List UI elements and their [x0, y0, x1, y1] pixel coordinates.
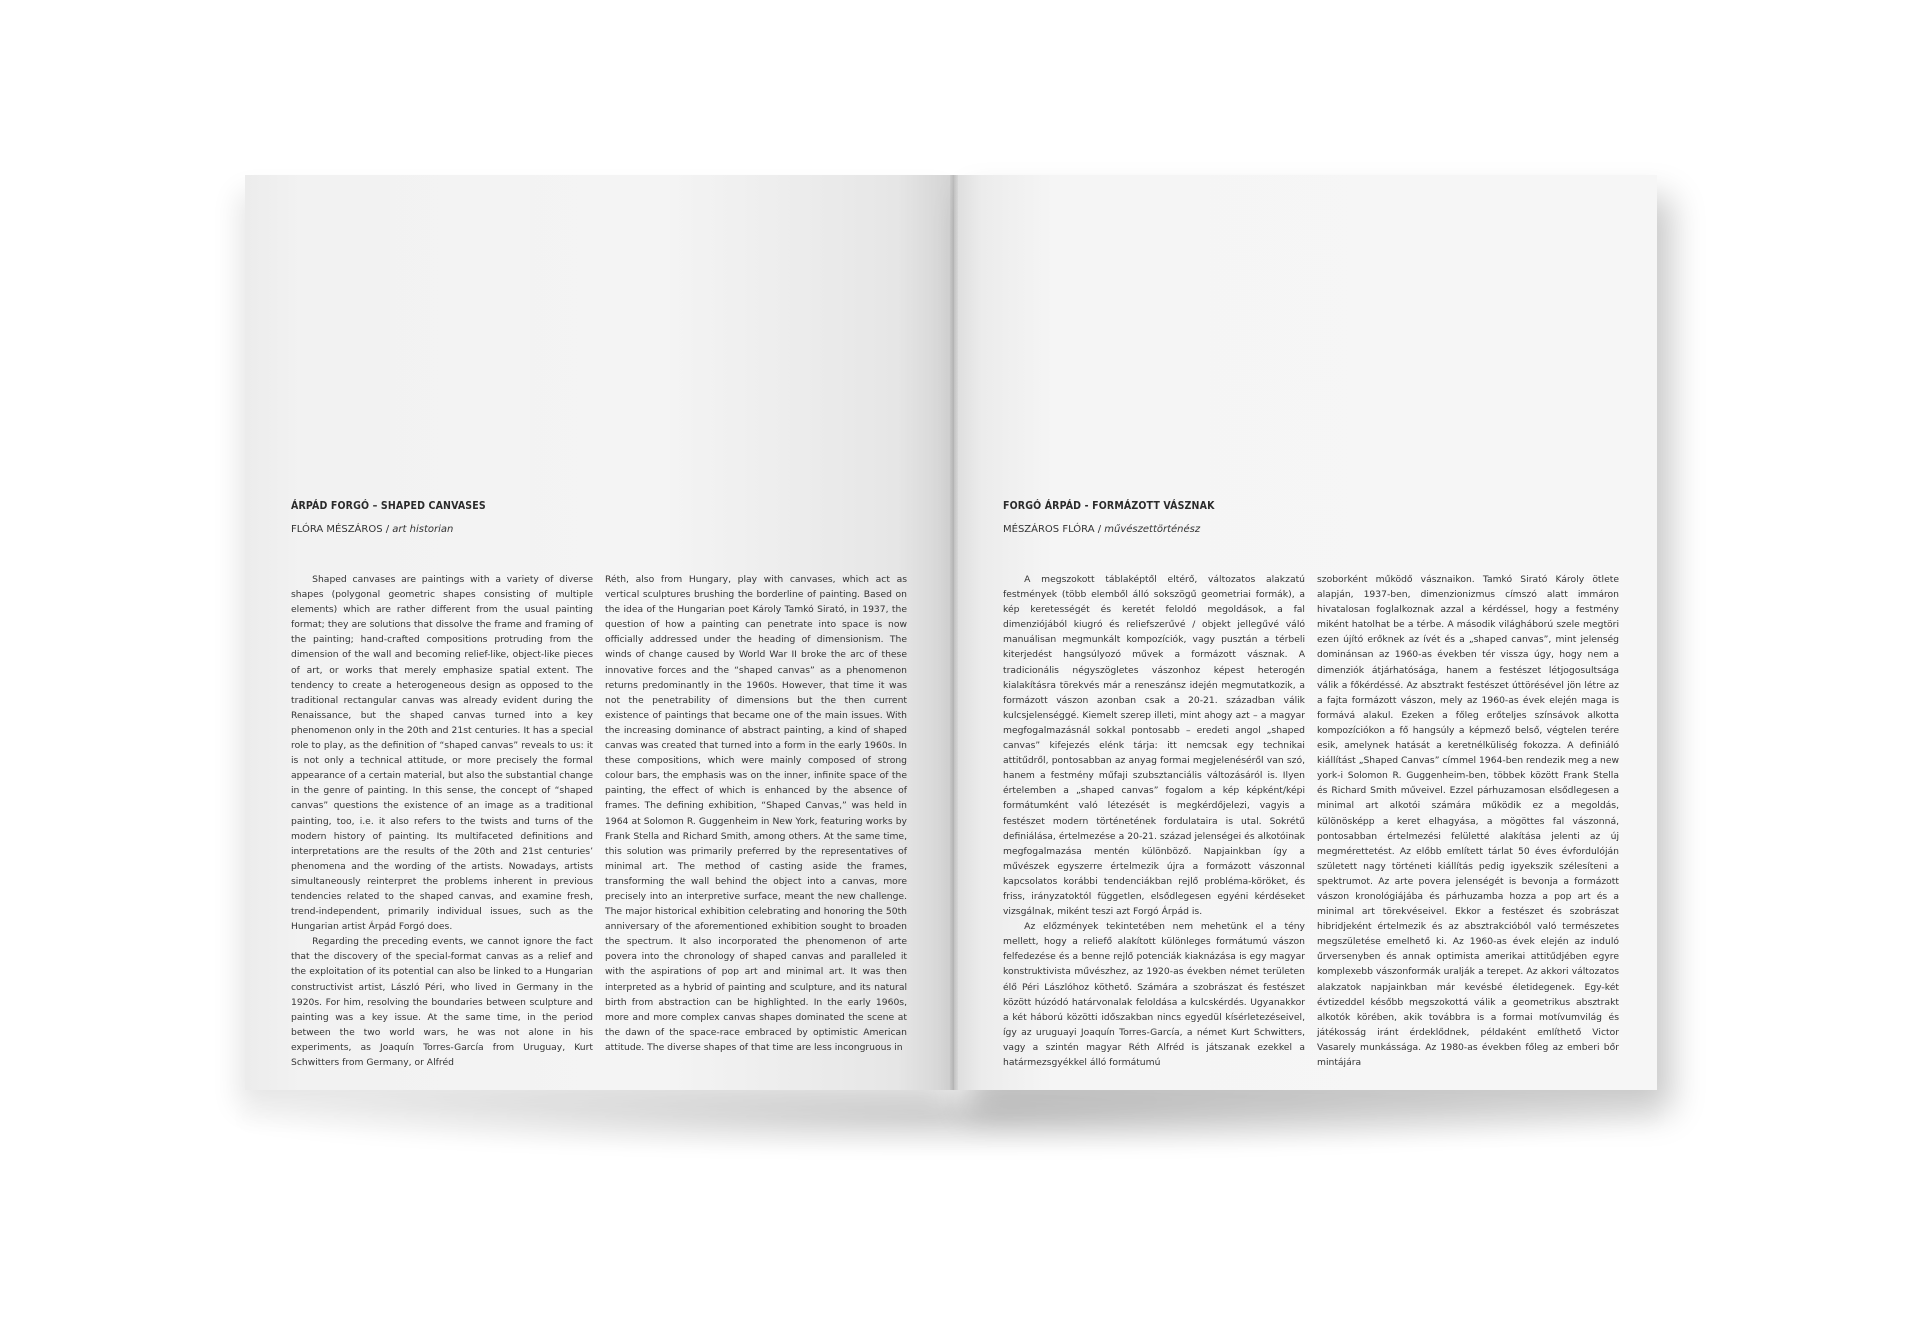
- right-col1-paragraph-2: Az előzmények tekintetében nem mehetünk el a tény mellett, hogy a reliefő alakított különleges formátumú vászon felfedezése és a benne rejlő potenciák kiaknázása is egy magyar konstruktivista művészhez, az 1920-as években német területen élő Péri Lászlóhoz köthető. Számára a szobrászat és festészet között húzódó határvonalak feloldása a kulcskérdés. Ugyanakkor a két háború közötti időszakban nincs egyedül kísérletezéseivel, így az uruguayi Joaquín Torres-García, a német Kurt Schwitters, vagy a szintén magyar Réth Alfréd is játszanak ezekkel a határmezsgyékkel álló formátumú: [1003, 921, 1305, 1068]
- right-page-column-2: [1317, 572, 1619, 1070]
- left-page-column-2: [605, 572, 907, 1055]
- right-page-column-1: [1003, 572, 1305, 1070]
- left-col2-paragraph-1: Réth, also from Hungary, play with canvases, which act as vertical sculptures brushing the borderline of painting. Based on the idea of the Hungarian poet Károly Tamkó Sirató, in 1937, the question of how a painting can penetrate into space is now officially addressed under the heading of dimensionism. The winds of change caused by World War II broke the arc of these innovative forces and the “shaped canvas” as a phenomenon returns predominantly in the 1960s. However, that time it was not the penetrability of dimensions but the then current existence of paintings that became one of the main issues. With the increasing dominance of abstract painting, a kind of shaped canvas was created that turned into a form in the early 1960s. In these compositions, which were mainly composed of strong colour bars, the emphasis was on the inner, infinite space of the painting, the effect of which is enhanced by the absence of frames. The defining exhibition, “Shaped Canvas,” was held in 1964 at Solomon R. Guggenheim in New York, featuring works by Frank Stella and Richard Smith, among others. At the same time, this solution was primarily preferred by the representatives of minimal art. The method of casting aside the frames, transforming the wall behind the object into a canvas, more precisely into an interpretive surface, meant the new challenge. The major historical exhibition celebrating and honoring the 50th anniversary of the aforementioned exhibition sought to broaden the spectrum. It also incorporated the phenomenon of arte povera into the chronology of shaped canvas and paralleled it with the aspirations of pop art and minimal art. It was then interpreted as a hybrid of painting and sculpture, and its natural birth from abstraction can be highlighted. In the early 1960s, more and more complex canvas shapes dominated the scene at the dawn of the space-race embraced by optimistic American attitude. The diverse shapes of that time are less incongruous in: [605, 574, 907, 1053]
- left-page-author: [291, 524, 453, 535]
- right-author-name: MÉSZÁROS FLÓRA /: [1003, 524, 1105, 535]
- left-author-name: FLÓRA MÉSZÁROS /: [291, 524, 393, 535]
- right-col1-paragraph-1: A megszokott táblaképtől eltérő, változatos alakzatú festmények (több elemből álló sokszögű geometriai formák), a kép keretességét és keretét feloldó megoldások, a fal dimenziójából kiugró és reliefszerűvé / objekt jellegűvé váló manuálisan megmunkált kompozíciók, vagy pusztán a térbeli kiterjedést hangsúlyozó művek a formázott vásznak. A tradicionális négyszögletes vászonhoz képest heterogén kialakításra törekvés már a reneszánsz idején megmutatkozik, a formázott vászon azonban csak a 20-21. században válik kulcsjelenséggé. Kiemelt szerep illeti, mint ahogy azt – a magyar megfogalmazásnál sokkal pontosabb – eredeti angol „shaped canvas” kifejezés elénk tárja: itt nemcsak egy technikai attitűdről, pontosabban az anyag formai megjelenéséről van szó, hanem a festmény műfaji szubsztanciális változásáról is. Ilyen értelemben a „shaped canvas” fogalom a kép képként/képi formátumként való létezését is megkérdőjelezi, vagyis a festészet modern történetének fordulataira is utal. Sokrétű definiálása, értelmezése a 20-21. század jelenségei és alkotóinak megfogalmazása mentén különböző. Napjainkban így a művészek egyszerre értelmezik újra a formázott vászonnal kapcsolatos korábbi tendenciákban rejlő probléma-köröket, és friss, irányzatoktól független, elsődlegesen egyéni kérdéseket vizsgálnak, miként teszi azt Forgó Árpád is.: [1003, 574, 1305, 918]
- left-author-role: art historian: [392, 524, 454, 535]
- left-col1-paragraph-2: Regarding the preceding events, we cannot ignore the fact that the discovery of the special-format canvas as a relief and the exploitation of its potential can also be linked to a Hungarian constructivist artist, László Péri, who lived in Germany in the 1920s. For him, resolving the boundaries between sculpture and painting was a key issue. At the same time, in the period between the two world wars, he was not alone in his experiments, as Joaquín Torres-García from Uruguay, Kurt Schwitters from Germany, or Alfréd: [291, 936, 593, 1068]
- left-page-title: ÁRPÁD FORGÓ – SHAPED CANVASES: [291, 500, 486, 512]
- right-author-role: művészettörténész: [1104, 524, 1201, 535]
- book-drop-shadow: [240, 1082, 1660, 1152]
- left-page-column-1: [291, 572, 593, 1070]
- left-col1-paragraph-1: Shaped canvases are paintings with a variety of diverse shapes (polygonal geometric shapes consisting of multiple elements) which are rather different from the usual painting format; they are solutions that dissolve the frame and framing of the painting; hand-crafted compositions protruding from the dimension of the wall and becoming relief-like, object-like pieces of art, or works that merely emphasize spatial extent. The tendency to create a heterogeneous design as opposed to the traditional rectangular canvas was already evident during the Renaissance, but the shaped canvas turned into a key phenomenon only in the 20th and 21st centuries. It has a special role to play, as the definition of “shaped canvas” reveals to us: it is not only a technical attitude, or more precisely the formal appearance of a certain material, but also the substantial change in the genre of painting. In this sense, the concept of “shaped canvas” questions the existence of an image as a traditional painting, too, i.e. it also refers to the twists and turns of the modern history of painting. Its multifaceted definitions and interpretations are the results of the 20th and 21st centuries’ phenomena and the wording of the artists. Nowadays, artists simultaneously reinterpret the problems inherent in previous tendencies related to the shaped canvas, and examine fresh, trend-independent, primarily individual issues, such as the Hungarian artist Árpád Forgó does.: [291, 574, 593, 933]
- book-spine: [950, 175, 958, 1090]
- right-page-author: [1003, 524, 1200, 535]
- right-col2-paragraph-1: szoborként működő vásznaikon. Tamkó Sirató Károly ötlete alapján, 1937-ben, dimenzionizmus címszó alatt immáron hivatalosan foglalkoznak azzal a kérdéssel, hogy a festmény miként hatolhat be a térbe. A második világháború szele megtöri ezen újító erőknek az ívét és a „shaped canvas”, mint jelenség dominánsan az 1960-as években tér vissza úgy, hogy nem a dimenziók átjárhatósága, hanem a festészet létjogosultsága válik a főkérdéssé. Az absztrakt festészet úttörésével jön létre az a fajta formázott vászon, mely az 1960-as évek elején maga is formává alakul. Ezeken a főleg erőteljes színsávok alkotta kompozíciókon a fő hangsúly a képmező belső, végtelen terére esik, amelynek hatását a keretnélküliség fokozza. A definiáló kiállítást „Shaped Canvas” címmel 1964-ben rendezik meg a new york-i Solomon R. Guggenheim-ben, többek között Frank Stella és Richard Smith műveivel. Ezzel párhuzamosan elsődlegesen a minimal art alkotói számára működik ez a megoldás, különösképp a keret elhagyása, a mögöttes fal vászonná, pontosabban értelmezési felületté alakítása jelenti az új megmérettetést. Az előbb említett tárlat 50 éves évfordulóján született nagy történeti kiállítás pedig igyekszik szélesíteni a spektrumot. Az arte povera jelenségét is bevonja a formázott vászon kronológiájába és párhuzamba hozza a pop art és a minimal art törekvéseivel. Ekkor a festészet és szobrászat hibridjeként értelmezik és az absztrakcióból való természetes megszületése emelhető ki. Az 1960-as évek elején az induló űrversenyben és annak optimista amerikai attitűdjében egyre komplexebb vászonformák uralják a terepet. Az akkori változatos alakzatok napjainkban már kevésbé életidegenek. Egy-két évtizeddel később megszokottá válik a geometrikus absztrakt alkotók körében, akik továbbra is a formai motívumvilág és játékosság iránt érdeklődnek, példaként említhető Victor Vasarely munkássága. Az 1980-as években főleg az emberi bőr mintájára: [1317, 574, 1619, 1068]
- right-page-title: FORGÓ ÁRPÁD - FORMÁZOTT VÁSZNAK: [1003, 500, 1215, 512]
